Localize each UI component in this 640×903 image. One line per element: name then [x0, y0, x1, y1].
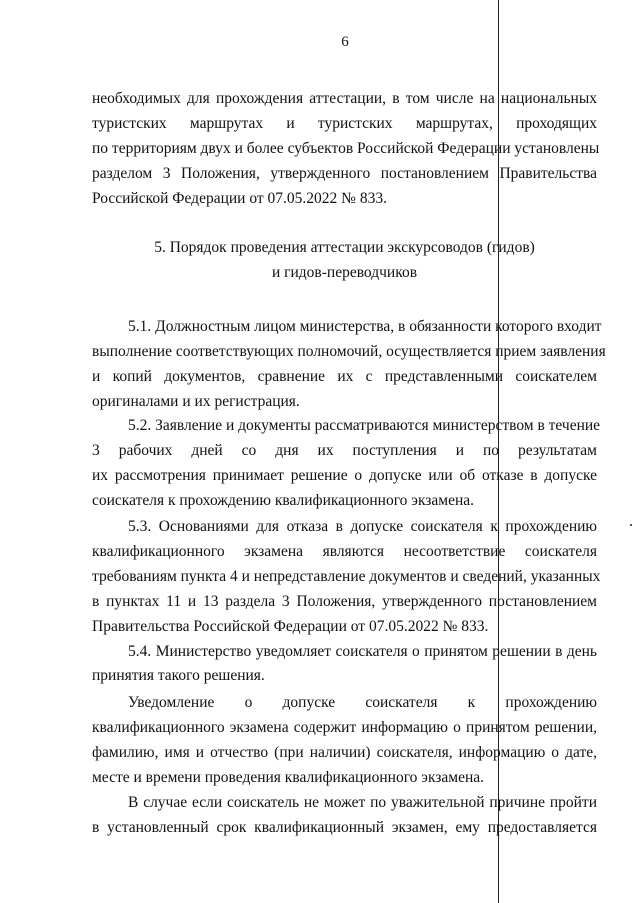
scan-dot [630, 524, 632, 526]
text-line: и копий документов, сравнение их с представленными соискателем [92, 368, 597, 385]
text-line: 5.2. Заявление и документы рассматриваются министерством в течение [128, 417, 601, 434]
text-line: в пунктах 11 и 13 раздела 3 Положения, утвержденного постановлением [92, 593, 597, 610]
text-line: выполнение соответствующих полномочий, осуществляется прием заявления [92, 343, 606, 360]
text-line: требованиям пункта 4 и непредставление документов и сведений, указанных [92, 568, 601, 585]
text-line: оригиналами и их регистрация. [92, 393, 300, 410]
text-line: их рассмотрения принимает решение о допуске или об отказе в допуске [92, 467, 597, 484]
text-line: в установленный срок квалификационный экзамен, ему предоставляется [92, 819, 597, 836]
text-line: принятия такого решения. [92, 667, 265, 684]
text-line: 5.4. Министерство уведомляет соискателя о принятом решении в день [128, 643, 597, 660]
section-heading: и гидов-переводчиков [271, 264, 418, 281]
text-line: квалификационного экзамена содержит информацию о принятом решении, [92, 719, 597, 736]
text-line: необходимых для прохождения аттестации, в том числе на национальных [92, 90, 597, 107]
page-number: 6 [341, 34, 349, 50]
text-line: соискателя к прохождению квалификационного экзамена. [92, 492, 475, 509]
text-line: Правительства Российской Федерации от 07.05.2022 № 833. [92, 618, 489, 635]
text-line: фамилию, имя и отчество (при наличии) соискателя, информацию о дате, [92, 744, 597, 761]
text-line: 5.3. Основаниями для отказа в допуске соискателя к прохождению [128, 518, 597, 535]
text-line: 3 рабочих дней со дня их поступления и по результатам [92, 442, 597, 459]
text-line: 5.1. Должностным лицом министерства, в обязанности которого входит [128, 318, 602, 335]
text-line: туристских маршрутах и туристских маршрутах, проходящих [92, 115, 597, 132]
text-line: Уведомление о допуске соискателя к прохождению [128, 694, 597, 711]
text-line: месте и времени проведения квалификационного экзамена. [92, 769, 485, 786]
text-line: разделом 3 Положения, утвержденного постановлением Правительства [92, 165, 597, 182]
text-line: квалификационного экзамена являются несоответствие соискателя [92, 543, 597, 560]
section-heading: 5. Порядок проведения аттестации экскурсоводов (гидов) [154, 239, 535, 256]
text-line: Российской Федерации от 07.05.2022 № 833. [92, 190, 387, 207]
text-line: В случае если соискатель не может по уважительной причине пройти [128, 794, 597, 811]
text-line: по территориям двух и более субъектов Российской Федерации установлены [92, 140, 600, 157]
